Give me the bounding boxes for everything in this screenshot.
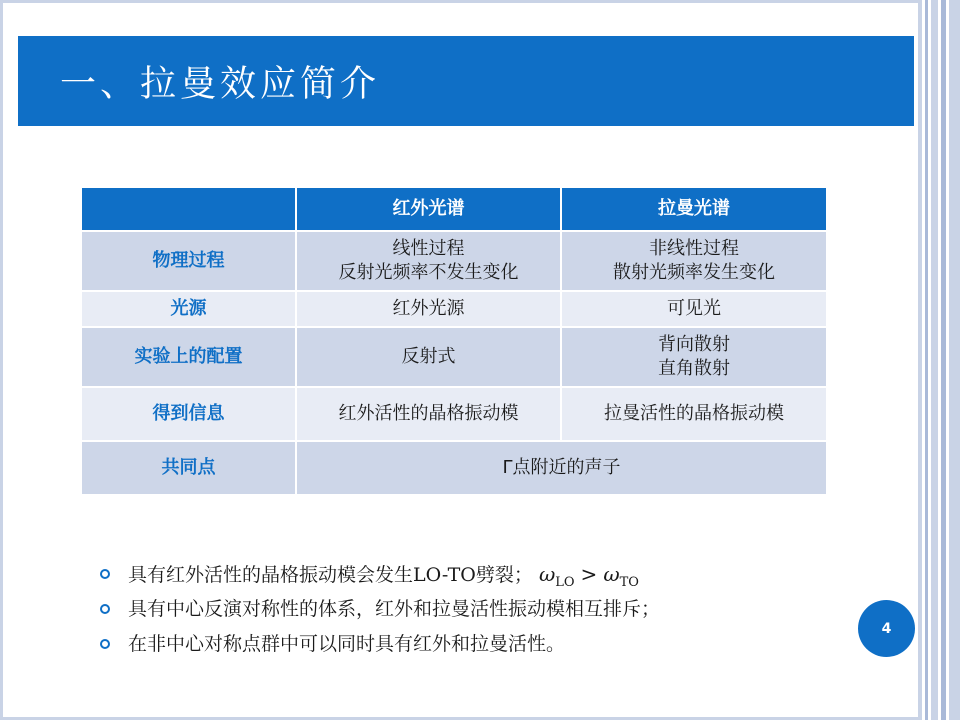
ir-cell [296, 231, 561, 291]
raman-cell [561, 327, 827, 387]
cell-line: 散射光频率发生变化 [613, 262, 775, 283]
relation-symbol: > [580, 562, 598, 586]
row-label: 物理过程 [81, 231, 296, 291]
bullet-circle-icon [100, 639, 110, 649]
bullet-text: 具有红外活性的晶格振动模会发生LO-TO劈裂； [128, 564, 533, 586]
raman-cell [561, 387, 827, 441]
slide-title: 一、拉曼效应简介 [60, 63, 381, 105]
title-bar [18, 36, 914, 126]
cell-line: 背向散射 [658, 334, 730, 355]
page-number-badge: 4 [858, 600, 915, 657]
bullet-circle-icon [100, 569, 110, 579]
raman-cell [561, 291, 827, 327]
bullet-circle-icon [100, 604, 110, 614]
cell-line: 反射式 [401, 346, 456, 367]
table-header-row [81, 187, 827, 231]
row-label: 实验上的配置 [81, 327, 296, 387]
list-item [100, 562, 860, 597]
row-label: 得到信息 [81, 387, 296, 441]
omega-inequality [538, 562, 639, 590]
header-cell-empty [81, 187, 296, 231]
omega-symbol: ω [538, 562, 556, 586]
header-cell-raman: 拉曼光谱 [561, 187, 827, 231]
omega-symbol: ω [603, 562, 620, 586]
bullet-list [100, 562, 860, 667]
bullet-text: 在非中心对称点群中可以同时具有红外和拉曼活性。 [128, 633, 566, 655]
cell-line: 反射光频率不发生变化 [338, 262, 519, 283]
table-row-light-source [81, 291, 827, 327]
cell-line: 红外活性的晶格振动模 [338, 403, 519, 424]
ir-cell [296, 387, 561, 441]
list-item [100, 597, 860, 632]
bullet-text: 具有中心反演对称性的体系，红外和拉曼活性振动模相互排斥； [128, 598, 661, 620]
header-cell-ir: 红外光谱 [296, 187, 561, 231]
list-item [100, 632, 860, 667]
cell-line: 可见光 [667, 298, 721, 319]
subscript-to: TO [619, 575, 639, 590]
raman-cell [561, 231, 827, 291]
cell-line: 直角散射 [658, 358, 730, 379]
cell-line: 非线性过程 [649, 238, 739, 259]
table-row-common [81, 441, 827, 495]
subscript-lo: LO [555, 575, 575, 590]
merged-cell: Γ点附近的声子 [296, 441, 827, 495]
cell-line: 拉曼活性的晶格振动模 [604, 403, 784, 424]
cell-line: 红外光源 [392, 298, 465, 319]
row-label: 共同点 [81, 441, 296, 495]
frame-top-border [0, 0, 922, 3]
table-row-physical-process [81, 231, 827, 291]
ir-cell [296, 327, 561, 387]
ir-cell [296, 291, 561, 327]
table-row-information [81, 387, 827, 441]
comparison-table [80, 186, 828, 496]
frame-left-border [0, 0, 3, 720]
row-label: 光源 [81, 291, 296, 327]
table-row-experimental-config [81, 327, 827, 387]
decorative-stripes [918, 0, 960, 720]
cell-line: 线性过程 [392, 238, 465, 259]
